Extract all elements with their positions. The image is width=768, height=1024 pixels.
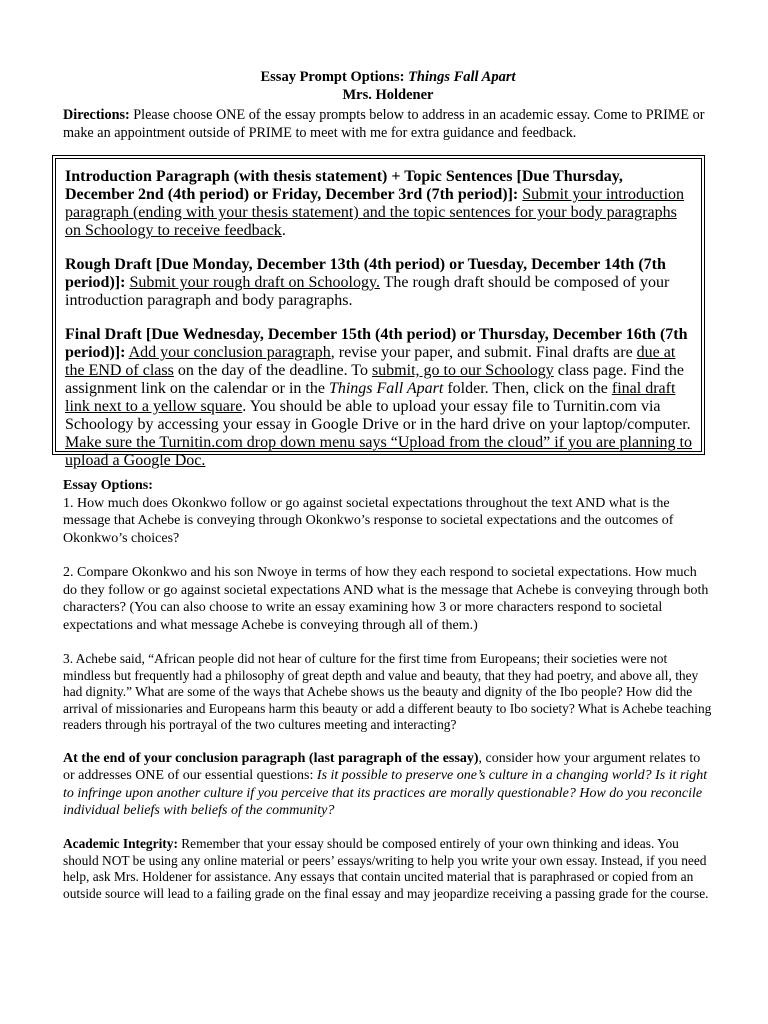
option-3: 3. Achebe said, “African people did not hear of culture for the first time from Europeans; their societies were not mindless but frequently had a philosophy of great depth and value and beauty, that they had poetry, and above all, they had dignity.” What are some of the ways that Achebe shows us the beauty and dignity of the Ibo people? How did the arrival of missionaries and Europeans harm this beauty or add a different beauty to Ibo society? What is Achebe teaching readers through his portrayal of the two cultures meeting and interacting?	[63, 651, 712, 733]
directions	[63, 106, 713, 142]
options-heading-text: Essay Options:	[63, 478, 153, 493]
rough-instruction: Submit your rough draft on Schoology.	[129, 274, 380, 291]
conclusion-bold: At the end of your conclusion paragraph (last paragraph of the essay)	[63, 750, 479, 766]
final-t3: class page. Find the assignment link on the calendar or in the	[65, 362, 684, 397]
option-2: 2. Compare Okonkwo and his son Nwoye in terms of how they each respond to societal expectations. How much do they follow or go against societal expectations AND what is the message that Achebe is conveying through both characters? (You can also choose to write an essay examining how 3 or more characters respond to societal expectations and what message Achebe is conveying through all of them.)	[63, 565, 709, 633]
final-t2: on the day of the deadline. To	[173, 362, 372, 379]
final-t5: . You should be able to upload your essay file to Turnitin.com via Schoology by accessing your essay in Google Drive or in the hard drive on your laptop/computer.	[65, 398, 691, 433]
final-heading: Final Draft [Due Wednesday, December 15th (4th period) or Thursday, December 16th (7th period)]:	[65, 326, 688, 361]
final-u2: due at the END of class	[65, 344, 676, 379]
rough-deadline	[65, 256, 693, 310]
rough-text: The rough draft should be composed of your introduction paragraph and body paragraphs.	[65, 274, 670, 309]
final-u4: final draft link next to a yellow square	[65, 380, 676, 415]
integrity-label: Academic Integrity:	[63, 835, 178, 851]
essential-questions: Is it possible to preserve one’s culture in a changing world? Is it right to infringe upon another culture if you perceive that its practices are morally questionable? How do you reconcile individual beliefs with beliefs of the community?	[63, 768, 708, 819]
option-1: 1. How much does Okonkwo follow or go against societal expectations throughout the text AND what is the message that Achebe is conveying through Okonkwo’s response to societal expectations and the outcomes of Okonkwo’s choices?	[63, 495, 674, 546]
academic-integrity	[63, 836, 713, 902]
final-book: Things Fall Apart	[328, 380, 444, 397]
title-book: Things Fall Apart	[408, 69, 516, 85]
final-u1: Add your conclusion paragraph	[128, 344, 331, 361]
final-u3: submit, go to our Schoology	[371, 362, 554, 379]
options-heading	[63, 477, 713, 495]
conclusion-text: , consider how your argument relates to or addresses ONE of our essential questions:	[63, 750, 701, 784]
intro-instruction: Submit your introduction paragraph (ending with your thesis statement) and the topic sentences for your body paragraphs on Schoology to receive feedback	[65, 186, 685, 239]
intro-end: .	[281, 222, 286, 239]
deadlines-box	[52, 155, 705, 469]
integrity-text: Remember that your essay should be composed entirely of your own thinking and ideas. You should NOT be using any online material or peers’ essays/writing to help you write your own essay. Instead, if you need help, ask Mrs. Holdener for assistance. Any essays that contain uncited material that is paraphrased or copied from an outside source will lead to a failing grade on the final essay and may jeopardize receiving a passing grade for the course.	[63, 835, 709, 901]
document-header	[63, 68, 713, 142]
conclusion-instruction	[63, 750, 713, 820]
rough-heading: Rough Draft [Due Monday, December 13th (4th period) or Tuesday, December 14th (7th period)]:	[65, 256, 666, 291]
final-t4: folder. Then, click on the	[443, 380, 612, 397]
final-u5: Make sure the Turnitin.com drop down menu says “Upload from the cloud” if you are planning to upload a Google Doc.	[65, 434, 692, 469]
intro-deadline	[65, 168, 693, 240]
teacher-name: Mrs. Holdener	[342, 87, 434, 103]
title-prefix: Essay Prompt Options:	[260, 69, 409, 85]
final-t1: , revise your paper, and submit. Final drafts are	[330, 344, 637, 361]
directions-label: Directions:	[63, 107, 130, 123]
directions-text: Please choose ONE of the essay prompts below to address in an academic essay. Come to PRIME or make an appointment outside of PRIME to meet with me for extra guidance and feedback.	[63, 107, 705, 142]
essay-options	[63, 477, 713, 902]
intro-heading: Introduction Paragraph (with thesis statement) + Topic Sentences [Due Thursday, December 2nd (4th period) or Friday, December 3rd (7th period)]:	[65, 168, 623, 203]
page-title	[63, 68, 713, 86]
final-deadline	[65, 326, 693, 470]
